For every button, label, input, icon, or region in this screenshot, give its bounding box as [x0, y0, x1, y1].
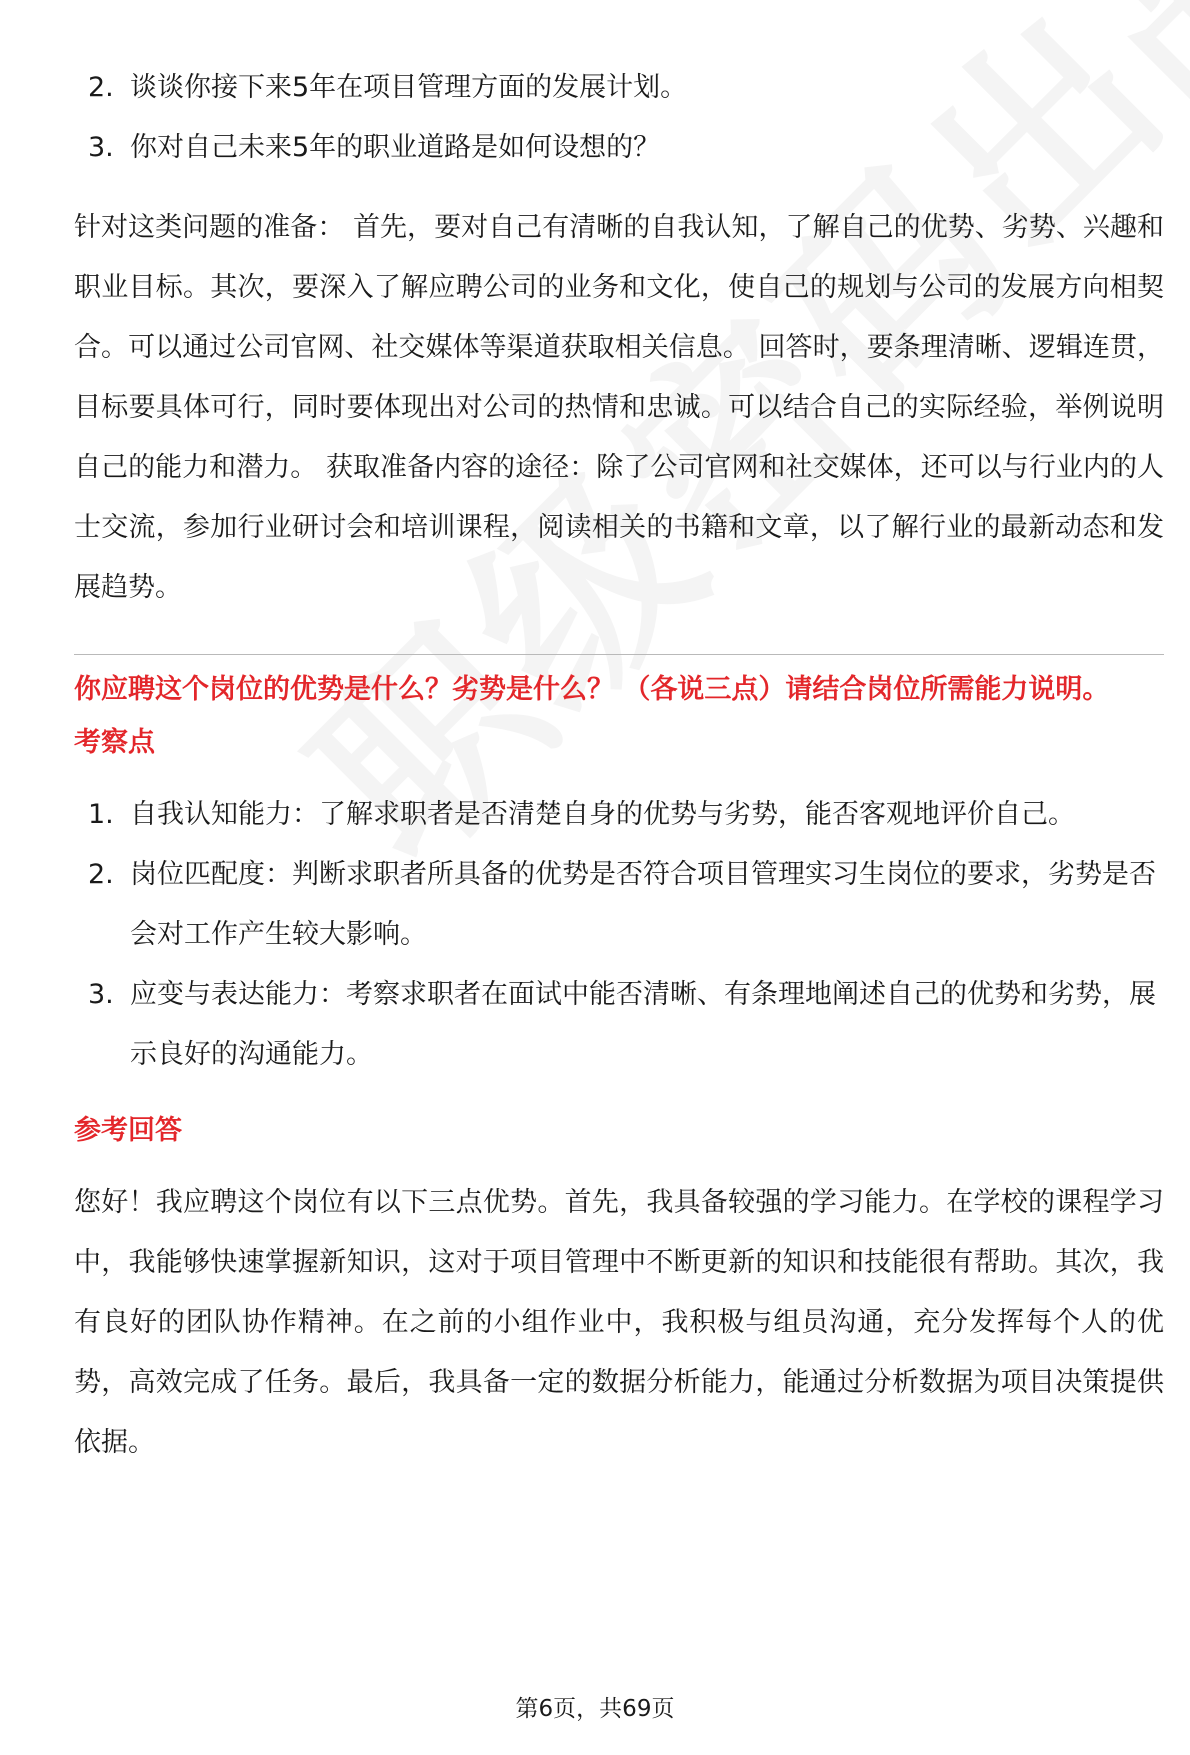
page-content	[74, 58, 1164, 1473]
section-divider	[74, 654, 1164, 655]
list-item-number: 2.	[88, 859, 114, 890]
list-item-text: 你对自己未来5年的职业道路是如何设想的？	[130, 132, 661, 163]
list-item	[74, 785, 1164, 845]
list-item-text: 谈谈你接下来5年在项目管理方面的发展计划。	[130, 72, 688, 103]
question-title: 你应聘这个岗位的优势是什么？劣势是什么？ （各说三点）请结合岗位所需能力说明。	[74, 674, 1110, 705]
preparation-paragraph: 针对这类问题的准备： 首先，要对自己有清晰的自我认知，了解自己的优势、劣势、兴趣和职业目标。其次，要深入了解应聘公司的业务和文化，使自己的规划与公司的发展方向相契合。可以通过公司官网、社交媒体等渠道获取相关信息。 回答时，要条理清晰、逻辑连贯，目标要具体可行，同时要体现出对公司的热情和忠诚。可以结合自己的实际经验，举例说明自己的能力和潜力。 获取准备内容的途径：除了公司官网和社交媒体，还可以与行业内的人士交流，参加行业研讨会和培训课程，阅读相关的书籍和文章，以了解行业的最新动态和发展趋势。	[74, 212, 1164, 603]
list-item-text: 应变与表达能力：考察求职者在面试中能否清晰、有条理地阐述自己的优势和劣势，展示良好的沟通能力。	[130, 979, 1156, 1070]
list-item	[74, 845, 1164, 965]
list-item-number: 3.	[88, 132, 114, 163]
page-number-footer: 第6页，共69页	[515, 1696, 675, 1722]
exam-points-heading: 考察点	[74, 727, 155, 758]
list-item-text: 岗位匹配度：判断求职者所具备的优势是否符合项目管理实习生岗位的要求，劣势是否会对工作产生较大影响。	[130, 859, 1156, 950]
list-item-number: 1.	[88, 799, 114, 830]
list-item-text: 自我认知能力：了解求职者是否清楚自身的优势与劣势，能否客观地评价自己。	[130, 799, 1075, 830]
list-item	[74, 118, 1164, 178]
reference-answer-paragraph: 您好！我应聘这个岗位有以下三点优势。首先，我具备较强的学习能力。在学校的课程学习中，我能够快速掌握新知识，这对于项目管理中不断更新的知识和技能很有帮助。其次，我有良好的团队协作精神。在之前的小组作业中，我积极与组员沟通，充分发挥每个人的优势，高效完成了任务。最后，我具备一定的数据分析能力，能通过分析数据为项目决策提供依据。	[74, 1187, 1164, 1458]
list-item	[74, 965, 1164, 1085]
exam-points-list	[74, 785, 1164, 1085]
list-item-number: 2.	[88, 72, 114, 103]
list-item	[74, 58, 1164, 118]
list-item-number: 3.	[88, 979, 114, 1010]
top-question-list	[74, 58, 1164, 178]
reference-answer-heading: 参考回答	[74, 1115, 182, 1146]
